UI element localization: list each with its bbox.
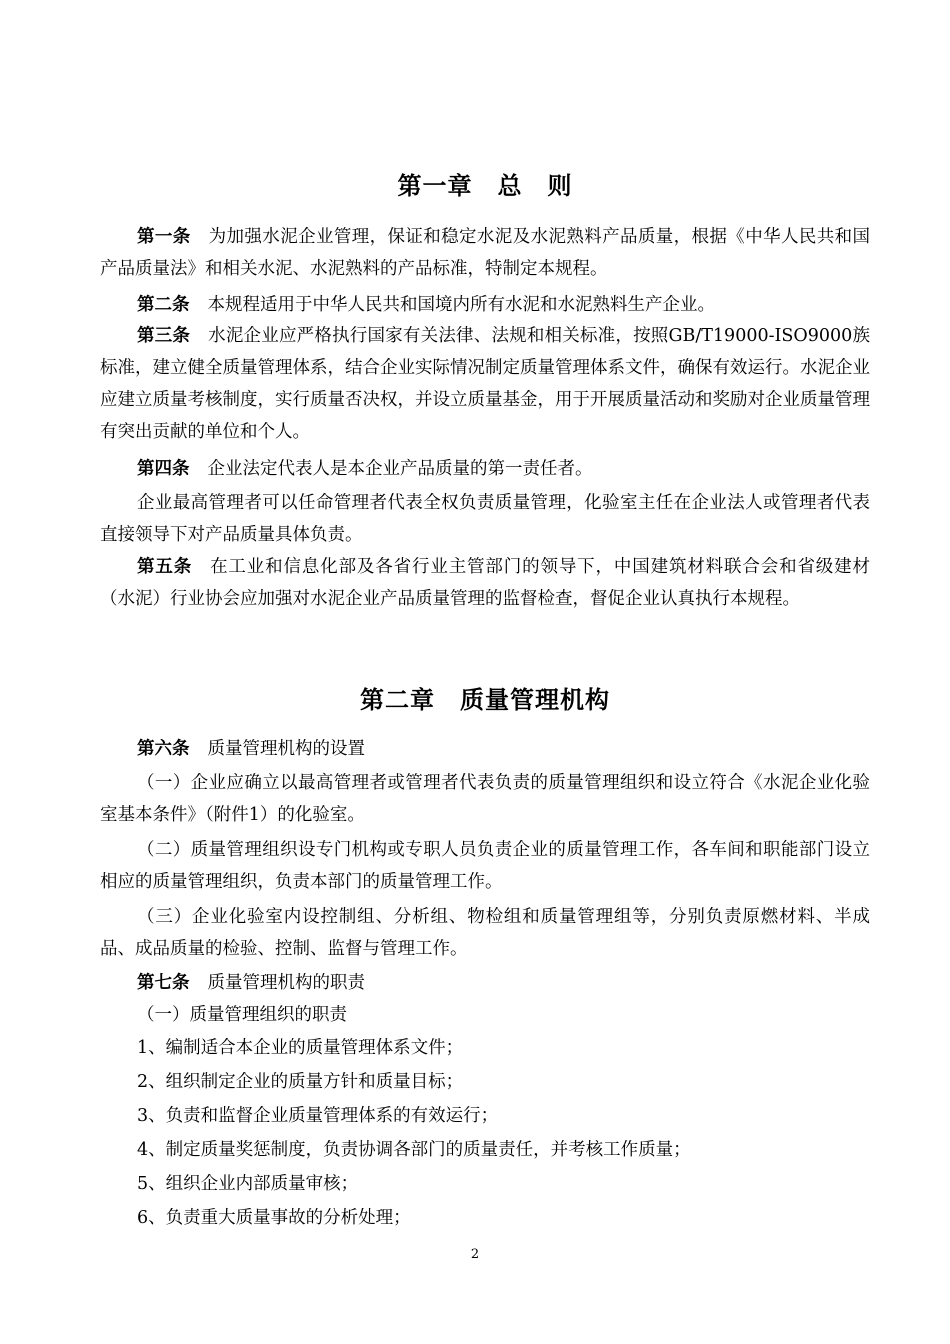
article-7 [100, 967, 870, 999]
article-label: 第五条 [137, 557, 193, 577]
article-label: 第四条 [137, 459, 190, 479]
duty-item: 5、组织企业内部质量审核； [137, 1174, 359, 1194]
article-text: 质量管理机构的设置 [207, 739, 365, 759]
article-label: 第一条 [137, 227, 191, 247]
article-7-subsection: （一）质量管理组织的职责 [137, 1005, 347, 1025]
article-4 [100, 453, 870, 485]
article-6-item-3: （三）企业化验室内设控制组、分析组、物检组和质量管理组等，分别负责原燃材料、半成品、成品质量的检验、控制、监督与管理工作。 [100, 907, 870, 959]
article-6-item-2: （二）质量管理组织设专门机构或专职人员负责企业的质量管理工作，各车间和职能部门设立相应的质量管理组织，负责本部门的质量管理工作。 [100, 840, 870, 892]
page-number: 2 [470, 1247, 480, 1262]
article-text: 企业法定代表人是本企业产品质量的第一责任者。 [207, 459, 593, 479]
article-3 [100, 320, 870, 448]
duty-item: 1、编制适合本企业的质量管理体系文件； [137, 1038, 464, 1058]
article-label: 第七条 [137, 973, 190, 993]
duty-item: 6、负责重大质量事故的分析处理； [137, 1208, 411, 1228]
article-6 [100, 733, 870, 765]
article-text: 在工业和信息化部及各省行业主管部门的领导下，中国建筑材料联合会和省级建材（水泥）行业协会应加强对水泥企业产品质量管理的监督检查，督促企业认真执行本规程。 [100, 557, 871, 609]
chapter-1-title: 第一章 总 则 [397, 172, 573, 200]
article-4-paragraph [100, 487, 870, 551]
article-text: 本规程适用于中华人民共和国境内所有水泥和水泥熟料生产企业。 [207, 295, 715, 315]
article-label: 第六条 [137, 739, 190, 759]
article-text: 为加强水泥企业管理，保证和稳定水泥及水泥熟料产品质量，根据《中华人民共和国产品质量法》和相关水泥、水泥熟料的产品标准，特制定本规程。 [100, 227, 870, 279]
duty-item: 3、负责和监督企业质量管理体系的有效运行； [137, 1106, 499, 1126]
article-1 [100, 221, 870, 285]
article-text: 企业最高管理者可以任命管理者代表全权负责质量管理，化验室主任在企业法人或管理者代表直接领导下对产品质量具体负责。 [100, 493, 870, 545]
duty-item: 4、制定质量奖惩制度，负责协调各部门的质量责任，并考核工作质量； [137, 1140, 691, 1160]
article-label: 第三条 [137, 326, 191, 346]
article-6-item-1: （一）企业应确立以最高管理者或管理者代表负责的质量管理组织和设立符合《水泥企业化验室基本条件》（附件1）的化验室。 [100, 773, 870, 825]
article-text: 水泥企业应严格执行国家有关法律、法规和相关标准，按照GB/T19000-ISO9000族标准，建立健全质量管理体系，结合企业实际情况制定质量管理体系文件，确保有效运行。水泥企业应建立质量考核制度，实行质量否决权，并设立质量基金，用于开展质量活动和奖励对企业质量管理有突出贡献的单位和个人。 [100, 326, 870, 442]
article-5 [100, 551, 870, 615]
article-2 [100, 289, 870, 321]
duty-item: 2、组织制定企业的质量方针和质量目标； [137, 1072, 464, 1092]
chapter-2-title: 第二章 质量管理机构 [360, 686, 610, 714]
article-label: 第二条 [137, 295, 190, 315]
article-text: 质量管理机构的职责 [207, 973, 365, 993]
